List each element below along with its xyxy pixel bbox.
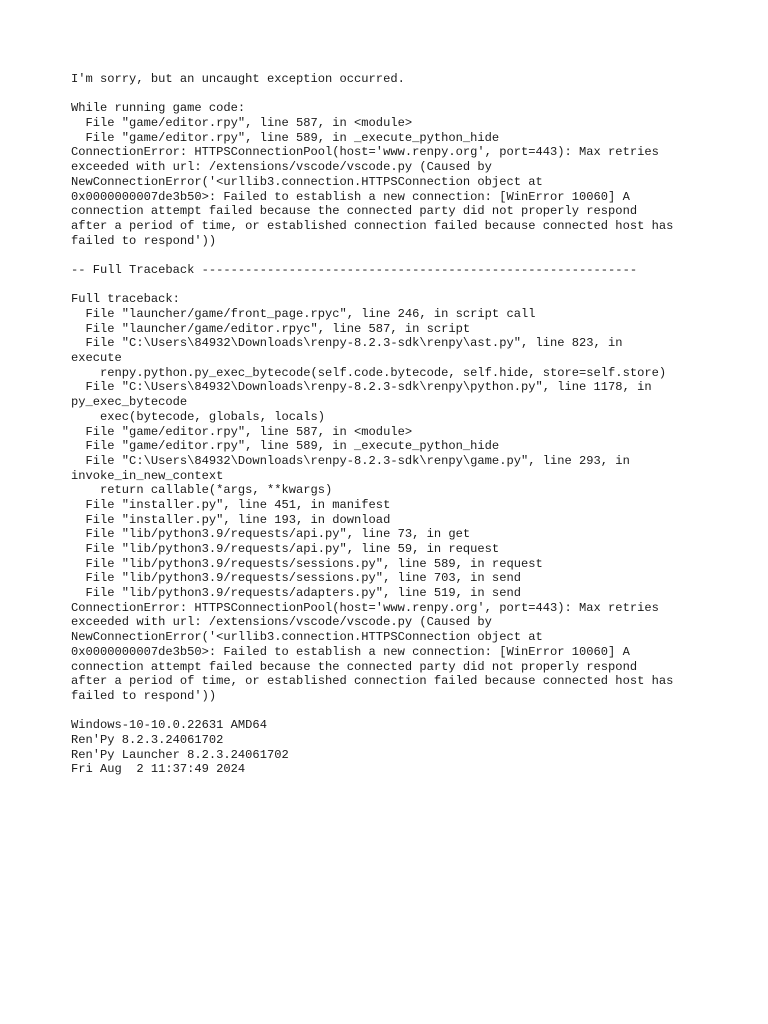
text-line: 0x0000000007de3b50>: Failed to establish a new connection: [WinError 10060] A — [71, 189, 630, 204]
text-line: exceeded with url: /extensions/vscode/vscode.py (Caused by — [71, 615, 492, 630]
text-line: File "launcher/game/editor.rpyc", line 587, in script — [71, 321, 471, 336]
text-line: Full traceback: — [71, 292, 180, 307]
text-line: connection attempt failed because the connected party did not properly respond — [71, 204, 638, 219]
traceback-document — [71, 72, 751, 777]
text-line: exceeded with url: /extensions/vscode/vscode.py (Caused by — [71, 160, 492, 175]
text-line: exec(bytecode, globals, locals) — [71, 409, 326, 424]
text-line: failed to respond')) — [71, 233, 217, 248]
text-line: Ren'Py 8.2.3.24061702 — [71, 732, 224, 747]
text-line: -- Full Traceback ------------------------------------------------------------ — [71, 262, 638, 277]
text-line: Fri Aug 2 11:37:49 2024 — [71, 762, 246, 777]
text-line: File "lib/python3.9/requests/api.py", line 59, in request — [71, 542, 500, 556]
text-line: File "C:\Users\84932\Downloads\renpy-8.2.3-sdk\renpy\game.py", line 293, in — [71, 453, 630, 468]
text-line: File "game/editor.rpy", line 587, in <module> — [71, 424, 413, 439]
text-line: invoke_in_new_context — [71, 468, 224, 483]
text-line: ConnectionError: HTTPSConnectionPool(host='www.renpy.org', port=443): Max retries — [71, 145, 659, 160]
blank-line — [71, 704, 751, 719]
text-line: NewConnectionError('<urllib3.connection.HTTPSConnection object at — [71, 630, 543, 645]
text-line: 0x0000000007de3b50>: Failed to establish a new connection: [WinError 10060] A — [71, 644, 630, 659]
text-line: Ren'Py Launcher 8.2.3.24061702 — [71, 747, 289, 762]
text-line: File "lib/python3.9/requests/adapters.py", line 519, in send — [71, 586, 521, 601]
text-line: after a period of time, or established connection failed because connected host has — [71, 674, 674, 689]
text-line: return callable(*args, **kwargs) — [71, 483, 333, 498]
text-line: File "game/editor.rpy", line 587, in <module> — [71, 116, 413, 131]
text-line: I'm sorry, but an uncaught exception occurred. — [71, 72, 405, 86]
text-line: File "launcher/game/front_page.rpyc", line 246, in script call — [71, 307, 536, 321]
text-line: File "C:\Users\84932\Downloads\renpy-8.2.3-sdk\renpy\ast.py", line 823, in — [71, 336, 623, 351]
text-line: File "installer.py", line 451, in manifest — [71, 497, 391, 512]
text-line: File "lib/python3.9/requests/api.py", line 73, in get — [71, 527, 471, 542]
text-line: after a period of time, or established connection failed because connected host has — [71, 218, 674, 233]
text-line: renpy.python.py_exec_bytecode(self.code.bytecode, self.hide, store=self.store) — [71, 365, 667, 380]
text-line: File "lib/python3.9/requests/sessions.py", line 589, in request — [71, 556, 543, 571]
text-line: failed to respond')) — [71, 688, 217, 703]
text-line: File "installer.py", line 193, in download — [71, 512, 391, 527]
text-line: ConnectionError: HTTPSConnectionPool(host='www.renpy.org', port=443): Max retries — [71, 600, 659, 615]
text-line: File "lib/python3.9/requests/sessions.py", line 703, in send — [71, 571, 521, 586]
text-line: NewConnectionError('<urllib3.connection.HTTPSConnection object at — [71, 174, 543, 189]
blank-line — [71, 248, 751, 263]
blank-line — [71, 278, 751, 293]
text-line: File "game/editor.rpy", line 589, in _execute_python_hide — [71, 439, 500, 454]
text-line: Windows-10-10.0.22631 AMD64 — [71, 718, 267, 733]
blank-line — [71, 87, 751, 102]
text-line: File "C:\Users\84932\Downloads\renpy-8.2.3-sdk\renpy\python.py", line 1178, in — [71, 380, 652, 395]
text-line: File "game/editor.rpy", line 589, in _execute_python_hide — [71, 130, 500, 145]
text-line: While running game code: — [71, 101, 246, 116]
text-line: connection attempt failed because the connected party did not properly respond — [71, 659, 638, 674]
text-line: py_exec_bytecode — [71, 395, 188, 410]
text-line: execute — [71, 351, 122, 366]
